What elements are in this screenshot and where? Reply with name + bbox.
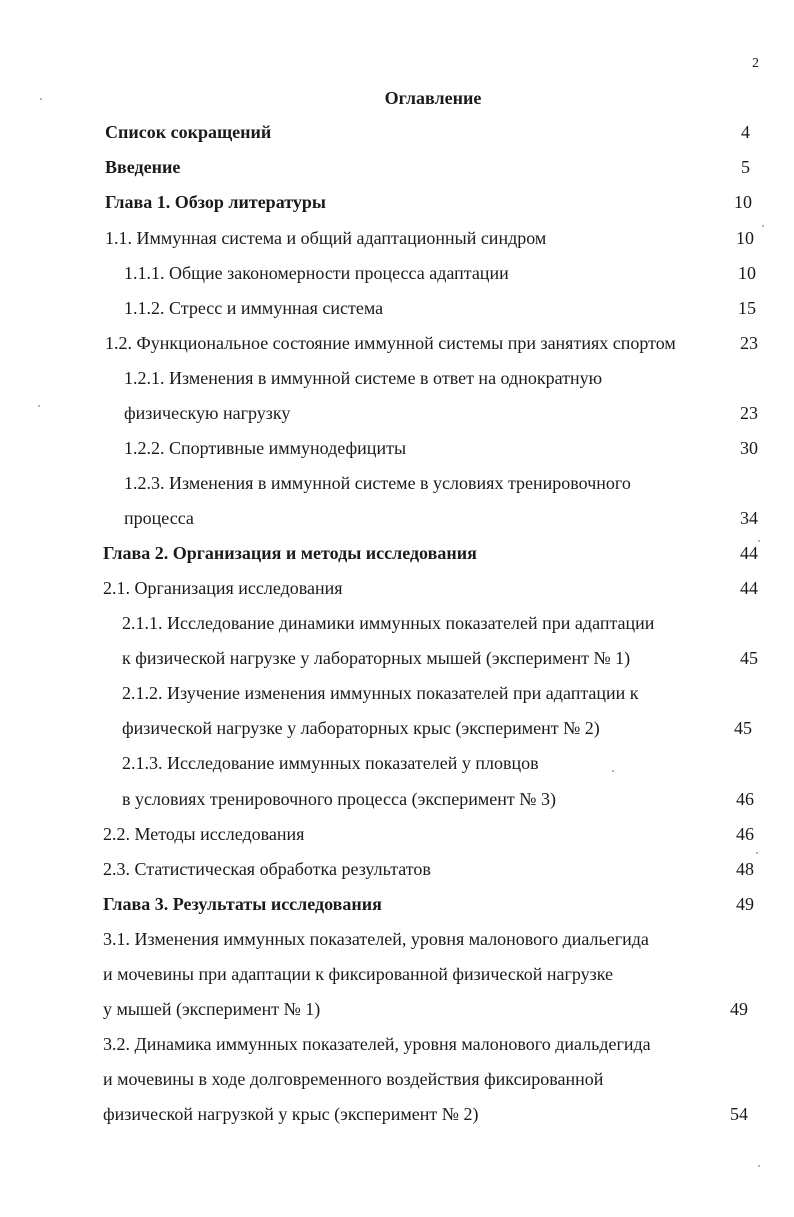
toc-entry-text: 1.2. Функциональное состояние иммунной системы при занятиях спортом bbox=[105, 333, 676, 353]
toc-entry-page: 49 bbox=[730, 999, 748, 1019]
toc-entry-text: 2.3. Статистическая обработка результатов bbox=[103, 859, 431, 879]
toc-entry-page: 5 bbox=[741, 157, 750, 177]
toc-entry-text-continued: процесса bbox=[124, 508, 194, 528]
toc-entry-page: 44 bbox=[740, 543, 758, 563]
scan-speck bbox=[40, 98, 42, 100]
toc-entry-text-continued: и мочевины в ходе долговременного воздействия фиксированной bbox=[103, 1069, 604, 1089]
toc-entry-text: 3.2. Динамика иммунных показателей, уровня малонового диальдегида bbox=[103, 1034, 651, 1054]
toc-entry-page: 45 bbox=[734, 718, 752, 738]
toc-entry-text: 2.1.2. Изучение изменения иммунных показателей при адаптации к bbox=[122, 683, 639, 703]
toc-entry-text: 2.2. Методы исследования bbox=[103, 824, 305, 844]
toc-entry-text: 2.1. Организация исследования bbox=[103, 578, 343, 598]
toc-entry-text: 1.2.1. Изменения в иммунной системе в ответ на однократную bbox=[124, 368, 603, 388]
toc-entry-page: 54 bbox=[730, 1104, 748, 1124]
toc-entry-text: 2.1.1. Исследование динамики иммунных показателей при адаптации bbox=[122, 613, 655, 633]
toc-entry-text: 1.1.2. Стресс и иммунная система bbox=[124, 298, 384, 318]
toc-entry-page: 44 bbox=[740, 578, 758, 598]
toc-entry-text: 1.1. Иммунная система и общий адаптационный синдром bbox=[105, 228, 547, 248]
toc-entry-text: 3.1. Изменения иммунных показателей, уровня малонового диальегида bbox=[103, 929, 649, 949]
toc-entry-text-continued: у мышей (эксперимент № 1) bbox=[103, 999, 321, 1019]
toc-entry-page: 10 bbox=[738, 263, 756, 283]
toc-entry-text: Список сокращений bbox=[105, 122, 272, 142]
toc-entry-page: 46 bbox=[736, 789, 754, 809]
scan-speck bbox=[758, 540, 760, 542]
toc-entry-page: 23 bbox=[740, 333, 758, 353]
toc-entry-text: 1.1.1. Общие закономерности процесса адаптации bbox=[124, 263, 509, 283]
toc-title: Оглавление bbox=[384, 88, 482, 108]
toc-entry-text: Глава 1. Обзор литературы bbox=[105, 192, 326, 212]
toc-entry-text: Введение bbox=[105, 157, 181, 177]
scan-speck bbox=[38, 405, 40, 407]
toc-entry-page: 46 bbox=[736, 824, 754, 844]
toc-entry-page: 23 bbox=[740, 403, 758, 423]
toc-entry-text-continued: и мочевины при адаптации к фиксированной физической нагрузке bbox=[103, 964, 613, 984]
toc-entry-page: 4 bbox=[741, 122, 750, 142]
toc-entry-page: 34 bbox=[740, 508, 758, 528]
scan-speck bbox=[756, 852, 758, 854]
toc-entry-text: 1.2.2. Спортивные иммунодефициты bbox=[124, 438, 407, 458]
toc-entry-page: 48 bbox=[736, 859, 754, 879]
toc-entry-text: Глава 2. Организация и методы исследования bbox=[103, 543, 477, 563]
toc-entry-text-continued: к физической нагрузке у лабораторных мышей (эксперимент № 1) bbox=[122, 648, 631, 668]
toc-entry-text: 2.1.3. Исследование иммунных показателей у пловцов bbox=[122, 753, 539, 773]
toc-entry-page: 49 bbox=[736, 894, 754, 914]
toc-entry-page: 45 bbox=[740, 648, 758, 668]
toc-entry-text-continued: физической нагрузке у лабораторных крыс (эксперимент № 2) bbox=[122, 718, 600, 738]
scan-speck bbox=[612, 770, 614, 772]
scan-speck bbox=[762, 225, 764, 227]
toc-entry-text: 1.2.3. Изменения в иммунной системе в условиях тренировочного bbox=[124, 473, 631, 493]
toc-entry-text: Глава 3. Результаты исследования bbox=[103, 894, 382, 914]
toc-entry-text-continued: физическую нагрузку bbox=[124, 403, 291, 423]
toc-entry-page: 10 bbox=[736, 228, 754, 248]
scan-speck bbox=[758, 1165, 760, 1167]
toc-entry-page: 30 bbox=[740, 438, 758, 458]
toc-entry-page: 10 bbox=[734, 192, 752, 212]
toc-entry-text-continued: физической нагрузкой у крыс (эксперимент № 2) bbox=[103, 1104, 479, 1124]
page-number: 2 bbox=[752, 56, 759, 71]
toc-entry-page: 15 bbox=[738, 298, 756, 318]
toc-entry-text-continued: в условиях тренировочного процесса (эксперимент № 3) bbox=[122, 789, 556, 809]
